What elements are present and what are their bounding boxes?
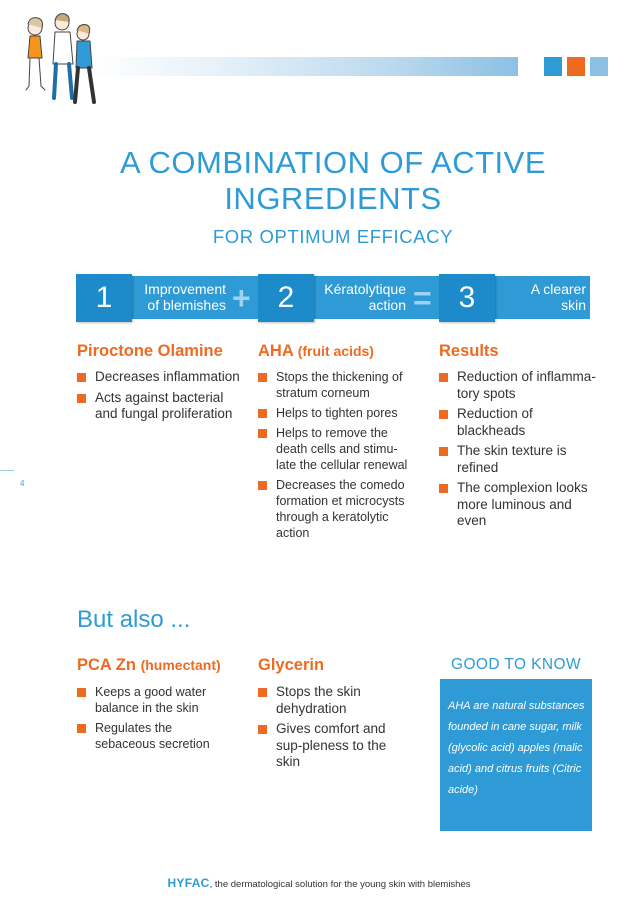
header-band <box>90 57 518 76</box>
list-item: Regulates the sebaceous secretion <box>77 720 227 752</box>
glycerin-heading: Glycerin <box>258 656 325 674</box>
but-also-heading: But also ... <box>77 606 191 633</box>
pca-list <box>77 684 227 756</box>
glycerin-list <box>258 684 408 775</box>
pca-heading <box>77 656 221 675</box>
list-item: Stops the thickening of stratum corneum <box>258 369 416 401</box>
page-title-line2: INGREDIENTS <box>224 181 442 216</box>
aha-list <box>258 369 416 545</box>
footer-brand: HYFAC <box>167 876 210 890</box>
step-1-label-line2: of blemishes <box>147 297 226 313</box>
band-square-light-blue <box>590 57 608 76</box>
step-3-label-line1: A clearer <box>530 281 586 297</box>
list-item: Decreases inflammation <box>77 369 247 386</box>
pca-heading-note: (humectant) <box>140 657 221 673</box>
results-list <box>439 369 599 534</box>
step-3-label-line2: skin <box>561 297 586 313</box>
step-3-label <box>496 281 586 313</box>
step-1-label-line1: Improvement <box>144 281 226 297</box>
plus-icon: + <box>232 280 251 316</box>
results-heading: Results <box>439 342 499 360</box>
band-square-blue <box>544 57 562 76</box>
good-to-know-text: AHA are natural substances founded in cane sugar, milk (glycolic acid) apples (malic acid) and citrus fruits (Citric acide) <box>448 700 585 796</box>
step-1-label <box>136 281 226 313</box>
good-to-know-title: GOOD TO KNOW <box>451 656 581 673</box>
list-item: Acts against bacterial and fungal proliferation <box>77 390 247 423</box>
step-1-number: 1 <box>76 274 132 322</box>
page-number: 4 <box>20 479 25 488</box>
footer <box>0 876 638 890</box>
aha-heading-note: (fruit acids) <box>297 343 374 359</box>
page-subtitle: FOR OPTIMUM EFFICACY <box>212 226 454 247</box>
list-item: Keeps a good water balance in the skin <box>77 684 227 716</box>
list-item: Reduction of blackheads <box>439 406 599 439</box>
list-item: Helps to tighten pores <box>258 405 416 421</box>
step-2-label-line1: Kératolytique <box>324 281 406 297</box>
list-item: Reduction of inflamma-tory spots <box>439 369 599 402</box>
footer-text: , the dermatological solution for the young skin with blemishes <box>209 879 471 890</box>
list-item: The complexion looks more luminous and even <box>439 480 599 530</box>
piroctone-list <box>77 369 247 427</box>
page-title-line1: A COMBINATION OF ACTIVE <box>119 145 547 180</box>
page-number-rule <box>0 470 14 471</box>
step-3-number: 3 <box>439 274 495 322</box>
piroctone-heading: Piroctone Olamine <box>77 342 223 360</box>
list-item: Stops the skin dehydration <box>258 684 408 717</box>
list-item: Decreases the comedo formation et microcysts through a keratolytic action <box>258 477 416 541</box>
equals-icon: = <box>413 280 432 316</box>
step-2-number: 2 <box>258 274 314 322</box>
step-2-label-line2: action <box>368 297 406 313</box>
aha-heading <box>258 342 374 361</box>
band-square-orange <box>567 57 585 76</box>
step-2-label <box>316 281 406 313</box>
list-item: Gives comfort and sup-pleness to the skin <box>258 721 408 771</box>
list-item: The skin texture is refined <box>439 443 599 476</box>
list-item: Helps to remove the death cells and stimu-late the cellular renewal <box>258 425 416 473</box>
pca-heading-title: PCA Zn <box>77 656 136 674</box>
teens-illustration <box>18 6 102 114</box>
aha-heading-title: AHA <box>258 342 294 360</box>
